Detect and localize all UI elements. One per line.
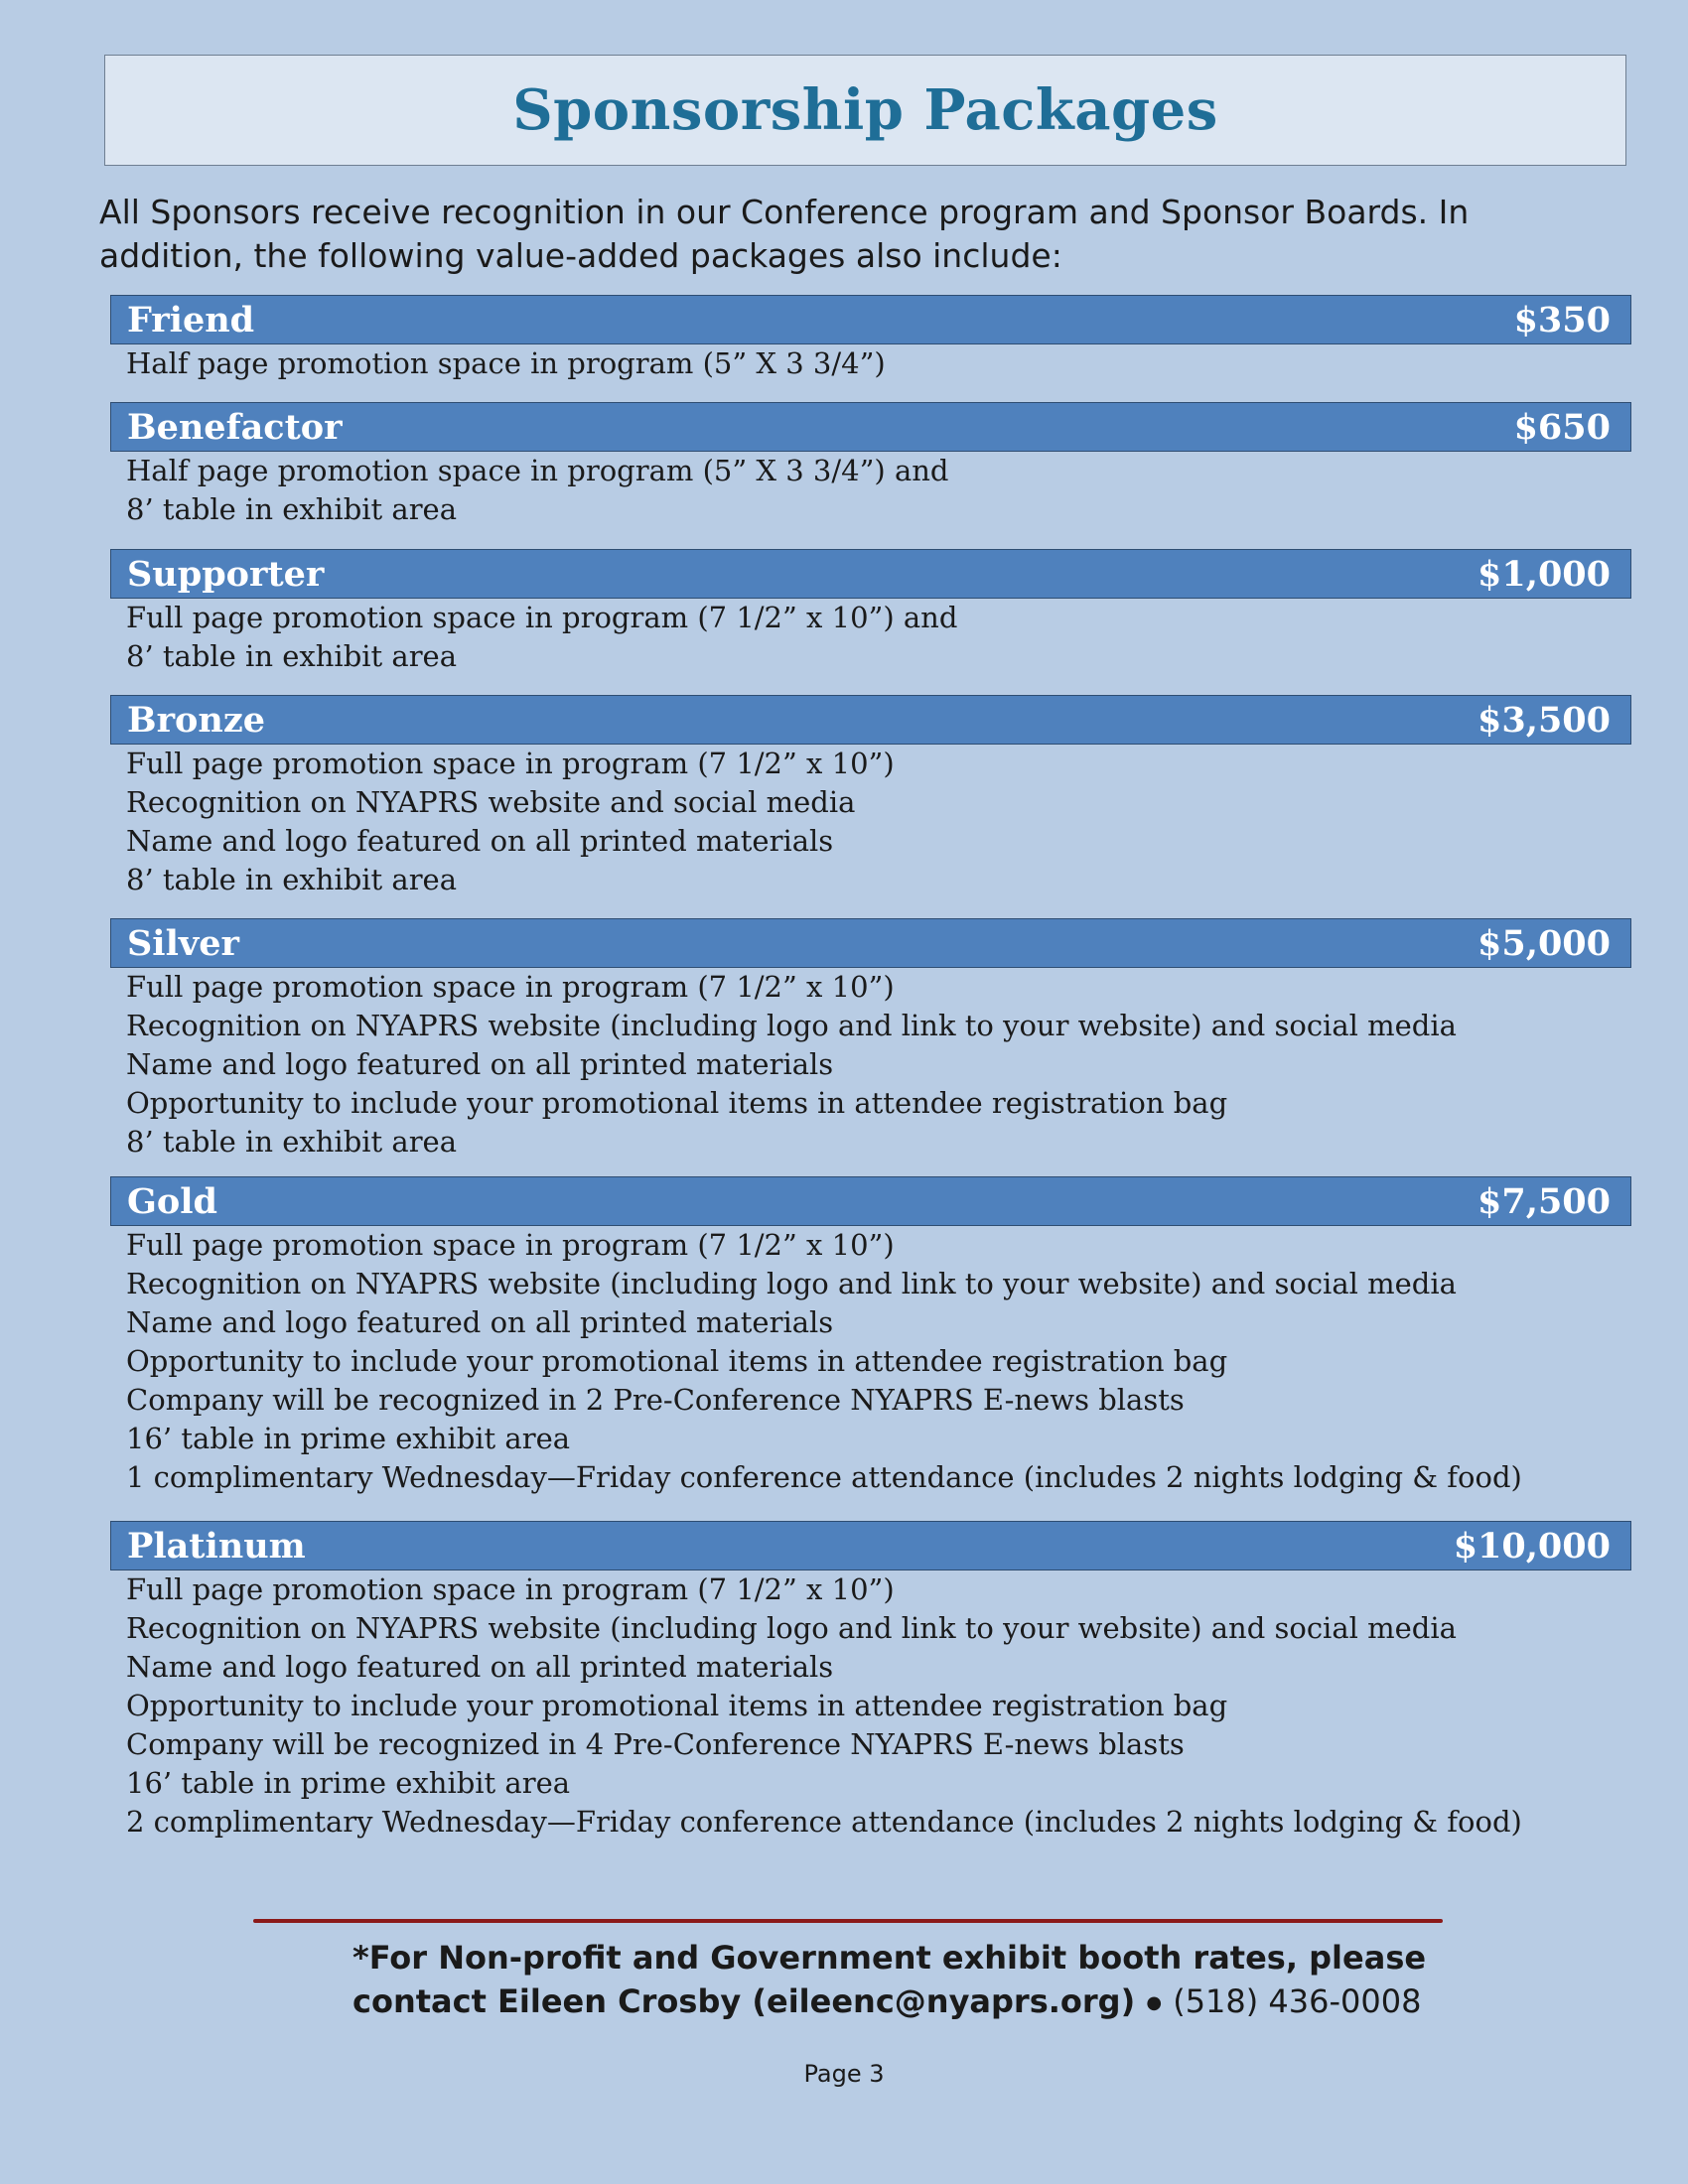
list-item: 1 complimentary Wednesday—Friday conference attendance (includes 2 nights lodging & food)	[126, 1460, 1522, 1494]
package-header	[110, 295, 1631, 344]
package-name: Silver	[127, 922, 239, 964]
list-item: Company will be recognized in 4 Pre-Conference NYAPRS E-news blasts	[126, 1727, 1185, 1761]
package-items	[110, 1226, 1631, 1497]
package-gold	[110, 1176, 1631, 1497]
package-price: $1,000	[1477, 553, 1611, 595]
package-header	[110, 1521, 1631, 1570]
list-item: 8’ table in exhibit area	[126, 1125, 458, 1159]
footnote-line2	[352, 1979, 1445, 2025]
package-header	[110, 402, 1631, 452]
list-item: 16’ table in prime exhibit area	[126, 1422, 571, 1455]
page-number: Page 3	[803, 2060, 885, 2088]
page-title: Sponsorship Packages	[512, 77, 1218, 143]
package-price: $650	[1513, 406, 1611, 448]
intro-text: All Sponsors receive recognition in our Conference program and Sponsor Boards. In addition, the following value-added packages also include:	[99, 193, 1470, 275]
list-item: Name and logo featured on all printed materials	[126, 824, 834, 858]
list-item: 8’ table in exhibit area	[126, 492, 458, 526]
footer-divider	[253, 1919, 1443, 1923]
list-item: Full page promotion space in program (7 1/2” x 10”) and	[126, 601, 958, 634]
package-name: Platinum	[127, 1525, 306, 1567]
package-header	[110, 695, 1631, 745]
list-item: Name and logo featured on all printed materials	[126, 1650, 834, 1684]
list-item: Company will be recognized in 2 Pre-Conference NYAPRS E-news blasts	[126, 1383, 1185, 1417]
package-price: $5,000	[1477, 922, 1611, 964]
list-item: Recognition on NYAPRS website (including logo and link to your website) and social media	[126, 1267, 1457, 1300]
package-price: $3,500	[1477, 699, 1611, 741]
package-price: $10,000	[1453, 1525, 1611, 1567]
list-item: 8’ table in exhibit area	[126, 863, 458, 896]
phone-number: (518) 436-0008	[1173, 1982, 1422, 2020]
package-name: Bronze	[127, 699, 265, 741]
bullet-icon: ●	[1146, 1992, 1163, 2013]
list-item: Name and logo featured on all printed materials	[126, 1047, 834, 1081]
list-item: Full page promotion space in program (7 1/2” x 10”)	[126, 1572, 895, 1606]
package-price: $350	[1513, 299, 1611, 341]
list-item: Opportunity to include your promotional items in attendee registration bag	[126, 1689, 1228, 1722]
package-items	[110, 968, 1631, 1161]
contact-text: contact Eileen Crosby (eileenc@nyaprs.org)	[352, 1982, 1136, 2020]
package-items	[110, 344, 1631, 383]
list-item: 2 complimentary Wednesday—Friday conference attendance (includes 2 nights lodging & food)	[126, 1805, 1522, 1839]
footnote-line1: *For Non-profit and Government exhibit booth rates, please	[352, 1939, 1427, 1977]
package-supporter	[110, 549, 1631, 676]
package-price: $7,500	[1477, 1180, 1611, 1222]
package-name: Benefactor	[127, 406, 343, 448]
list-item: Opportunity to include your promotional items in attendee registration bag	[126, 1086, 1228, 1120]
package-items	[110, 599, 1631, 676]
list-item: Half page promotion space in program (5” X 3 3/4”) and	[126, 454, 949, 487]
list-item: 8’ table in exhibit area	[126, 639, 458, 673]
package-items	[110, 745, 1631, 899]
package-silver	[110, 918, 1631, 1161]
package-bronze	[110, 695, 1631, 899]
package-platinum	[110, 1521, 1631, 1842]
list-item: Opportunity to include your promotional items in attendee registration bag	[126, 1344, 1228, 1378]
title-box	[104, 55, 1626, 166]
list-item: Recognition on NYAPRS website (including logo and link to your website) and social media	[126, 1009, 1457, 1042]
package-header	[110, 549, 1631, 599]
list-item: Full page promotion space in program (7 1/2” x 10”)	[126, 970, 895, 1004]
package-friend	[110, 295, 1631, 383]
list-item: Name and logo featured on all printed materials	[126, 1305, 834, 1339]
package-items	[110, 1570, 1631, 1842]
footnote	[352, 1936, 1445, 2025]
package-header	[110, 918, 1631, 968]
list-item: Full page promotion space in program (7 1/2” x 10”)	[126, 747, 895, 780]
list-item: Recognition on NYAPRS website and social media	[126, 785, 856, 819]
package-benefactor	[110, 402, 1631, 529]
package-name: Friend	[127, 299, 255, 341]
list-item: Full page promotion space in program (7 1/2” x 10”)	[126, 1228, 895, 1262]
package-name: Gold	[127, 1180, 218, 1222]
package-header	[110, 1176, 1631, 1226]
list-item: Recognition on NYAPRS website (including logo and link to your website) and social media	[126, 1611, 1457, 1645]
package-items	[110, 452, 1631, 529]
package-name: Supporter	[127, 553, 325, 595]
list-item: 16’ table in prime exhibit area	[126, 1766, 571, 1800]
list-item: Half page promotion space in program (5” X 3 3/4”)	[126, 346, 886, 380]
